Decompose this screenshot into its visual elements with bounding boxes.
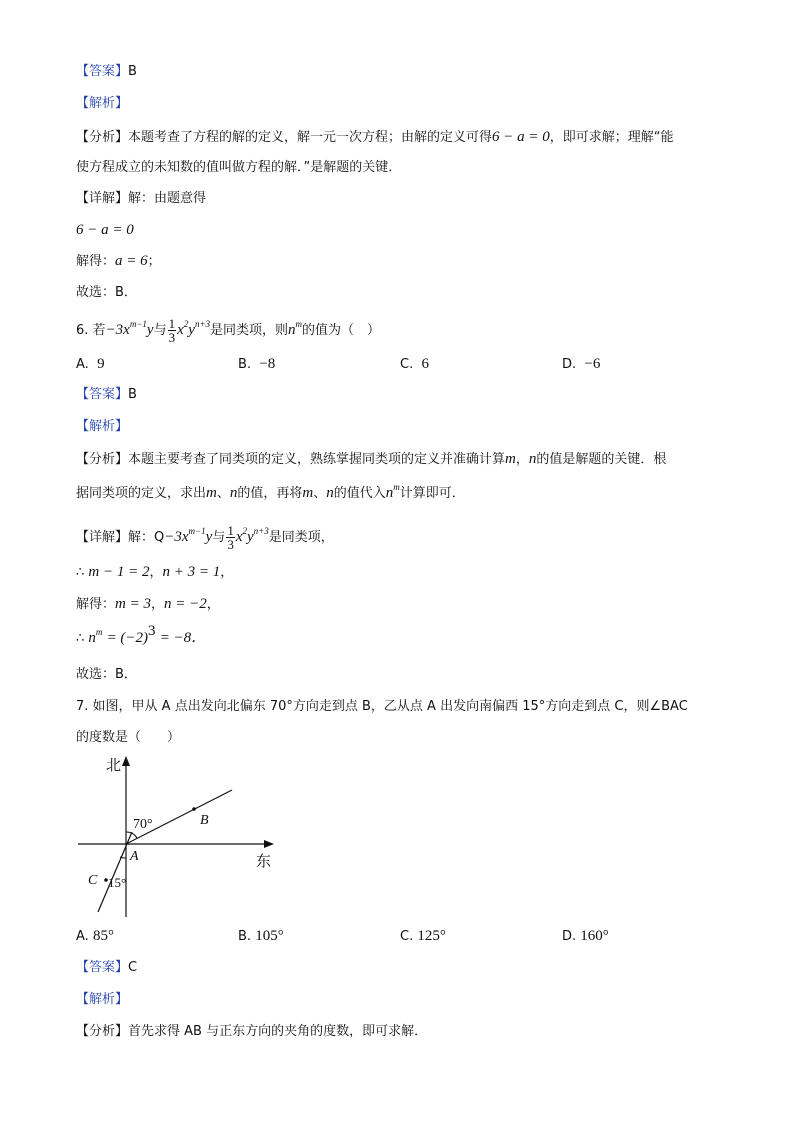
east-label: 东: [256, 854, 272, 870]
fenxi-text: 本题考查了方程的解的定义，解一元一次方程；由解的定义可得: [128, 130, 493, 145]
term-1: $-3x^{m-1}y$: [164, 526, 213, 545]
answer-tag: 【答案】: [76, 960, 129, 975]
q6-analysis-heading: [76, 418, 128, 436]
q5-solution: [76, 252, 161, 271]
therefore-symbol: ∴: [76, 631, 85, 646]
because-symbol: Q: [154, 530, 165, 545]
q6-choose: 故选：B．: [76, 667, 137, 682]
fraction-one-third: $\frac{1}{3}$: [168, 316, 176, 345]
option-c: C. 6: [400, 356, 429, 372]
q7-stem-line2: 的度数是（ ）: [76, 730, 181, 745]
power-n-m: $n^m$: [385, 482, 400, 501]
fenxi-text: ，即可求解；理解“能: [549, 130, 674, 145]
fenxi-tag: 【分析】: [76, 1024, 129, 1039]
term-2: $x^2y^{n+3}$: [177, 319, 211, 338]
answer-value: B: [128, 64, 137, 79]
choose-text: 故选：B．: [76, 285, 137, 300]
north-label: 北: [106, 758, 122, 774]
q5-fenxi-line2: [76, 159, 401, 177]
fenxi-tag: 【分析】: [76, 452, 129, 467]
fenxi-equation: 6 − a = 0: [492, 129, 550, 145]
fenxi-tag: 【分析】: [76, 130, 129, 145]
q6-solution: 解得：m = 3，n = −2，: [76, 596, 220, 612]
q6-fenxi-line2: 据同类项的定义，求出m、n的值，再将m、n的值代入$n^m$计算即可．: [76, 482, 465, 501]
q5-choose: [76, 284, 137, 302]
power-n-m: $n^m$: [88, 627, 103, 646]
solve-suffix: ；: [147, 254, 161, 269]
q7-fenxi: [76, 1023, 427, 1041]
q7-answer: [76, 959, 137, 977]
q6-detail: 【详解】解：$Q-3x^{m-1}y$与 $\frac{1}{3}$ $x^2y^{n+3}$是同类项，: [76, 523, 334, 552]
answer-tag: 【答案】: [76, 64, 129, 79]
option-d: D. −6: [562, 356, 601, 372]
angle-arc-70: [126, 832, 137, 838]
east-arrow-icon: [264, 840, 274, 848]
power-n-m: $n^m$: [288, 319, 303, 338]
north-arrow-icon: [122, 756, 130, 766]
therefore-symbol: ∴: [76, 565, 85, 580]
question-number: 7.: [76, 699, 89, 714]
q5-answer: [76, 63, 137, 81]
question-number: 6.: [76, 323, 89, 338]
analysis-tag: 【解析】: [76, 96, 129, 111]
answer-tag: 【答案】: [76, 387, 129, 402]
point-a-label: A: [130, 849, 139, 864]
option-a: A. 9: [76, 356, 105, 372]
q6-answer: [76, 386, 137, 404]
q5-step-equation: [76, 221, 134, 240]
option-b: B. −8: [238, 356, 276, 372]
option-c: C. 125°: [400, 928, 446, 944]
term-1: $-3x^{m-1}y$: [105, 319, 154, 338]
angle-label-70: 70°: [133, 817, 153, 832]
analysis-tag: 【解析】: [76, 992, 129, 1007]
stem-text: 与: [153, 323, 167, 338]
analysis-tag: 【解析】: [76, 419, 129, 434]
point-b-dot: [192, 807, 196, 811]
detail-tag: 【详解】: [76, 530, 129, 545]
detail-text: 解：由题意得: [128, 191, 207, 206]
var-m: m: [505, 451, 516, 467]
var-m: m: [302, 485, 314, 501]
var-n: n: [528, 451, 537, 467]
option-d: D. 160°: [562, 928, 609, 944]
fenxi-text: 的值是解题的关键．根: [536, 452, 667, 467]
q7-analysis-heading: [76, 991, 128, 1009]
direction-figure: [70, 752, 290, 924]
var-n: n: [326, 485, 334, 501]
stem-text: 若: [92, 323, 106, 338]
q6-stem: [76, 316, 380, 345]
q7-stem-line1: 7. 如图，甲从 A 点出发向北偏东 70°方向走到点 B，乙从点 A 出发向南偏西 15°方向走到点 C，则∠BAC: [76, 699, 688, 714]
q5-detail: [76, 190, 206, 208]
fraction-one-third: $\frac{1}{3}$: [227, 523, 234, 552]
option-b: B. 105°: [238, 928, 284, 944]
fenxi-text: 使方程成立的未知数的值叫做方程的解．”是解题的关键．: [76, 160, 402, 175]
option-a: A. 85°: [76, 928, 114, 944]
q5-analysis-heading: [76, 95, 128, 113]
term-2: $x^2y^{n+3}$: [235, 526, 269, 545]
detail-tag: 【详解】: [76, 191, 129, 206]
fenxi-text: 首先求得 AB 与正东方向的夹角的度数，即可求解．: [128, 1024, 428, 1039]
point-b-label: B: [200, 813, 209, 828]
point-c-label: C: [88, 873, 98, 888]
solve-equation: a = 6: [115, 253, 148, 269]
answer-value: B: [128, 387, 137, 402]
stem-text: 的值为（ ）: [302, 323, 381, 338]
q6-fenxi-line1: 【分析】本题主要考查了同类项的定义，熟练掌握同类项的定义并准确计算m，n的值是解题的关键．根: [76, 451, 667, 467]
answer-value: C: [128, 960, 138, 975]
stem-text: 是同类项，则: [210, 323, 289, 338]
angle-label-15: 15°: [108, 875, 127, 890]
equation: 6 − a = 0: [76, 222, 134, 238]
q6-result: ∴ $n^m = (-2)^3 = -8$．: [76, 623, 207, 646]
solve-prefix: 解得：: [76, 254, 116, 269]
fenxi-text: 本题主要考查了同类项的定义，熟练掌握同类项的定义并准确计算: [128, 452, 506, 467]
var-n: n: [229, 485, 238, 501]
q5-fenxi-line1: [76, 128, 674, 147]
q6-equations: ∴ m − 1 = 2，n + 3 = 1，: [76, 564, 234, 580]
var-m: m: [206, 485, 217, 501]
